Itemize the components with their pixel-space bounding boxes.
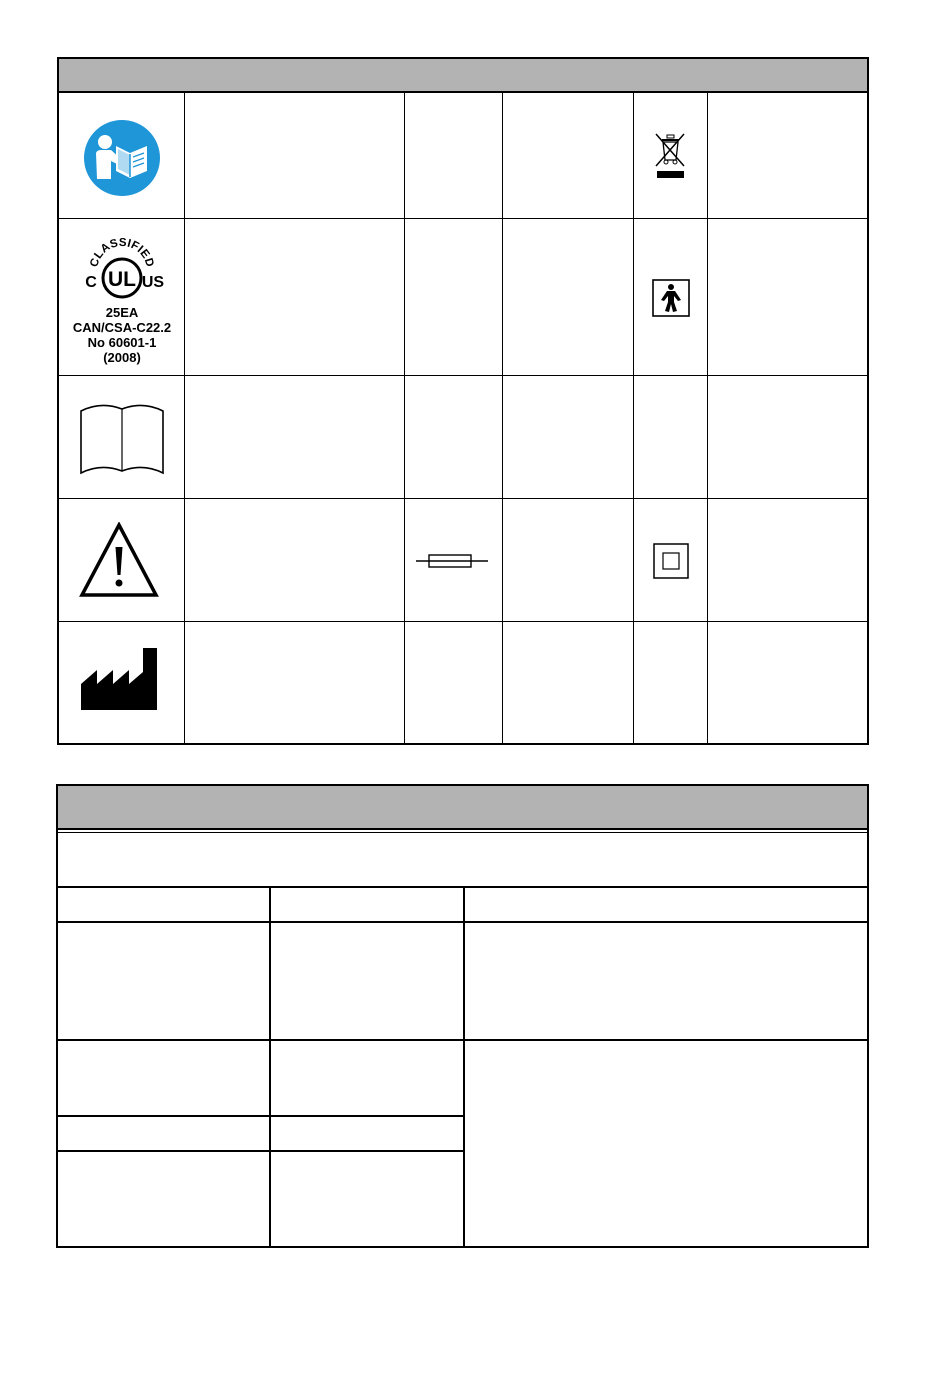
column-divider (463, 886, 465, 1246)
type-bf-applied-part-icon (652, 279, 690, 317)
column-divider (633, 93, 634, 743)
ul-center-letters: UL (108, 268, 136, 291)
row-divider (59, 375, 867, 376)
ul-arc-text: CLASSIFIED (88, 236, 156, 269)
specification-table (56, 784, 869, 1248)
column-divider (707, 93, 708, 743)
ul-classified-mark (75, 231, 169, 311)
crossed-out-wheeled-bin-icon (651, 129, 691, 183)
read-instructions-icon (83, 119, 161, 197)
ul-left-letter: C (85, 274, 97, 291)
row-divider (59, 621, 867, 622)
symbols-table-header (59, 59, 867, 93)
symbols-table (57, 57, 869, 745)
row-divider (58, 1115, 464, 1117)
manufacturer-factory-icon (79, 646, 159, 712)
column-divider (404, 93, 405, 743)
header-double-rule (58, 832, 867, 833)
ul-right-letters: US (141, 274, 165, 291)
warning-triangle-icon (79, 522, 159, 598)
column-divider (269, 886, 271, 1246)
row-divider (59, 498, 867, 499)
class-ii-double-square-icon (653, 543, 689, 579)
row-divider (59, 218, 867, 219)
specification-table-header (58, 786, 867, 830)
column-divider (502, 93, 503, 743)
manual-book-icon (79, 401, 165, 475)
fuse-icon (416, 552, 488, 570)
row-divider (58, 1150, 464, 1152)
column-divider (184, 93, 185, 743)
ul-certification-text: 25EA CAN/CSA-C22.2 No 60601-1 (2008) (72, 305, 172, 365)
